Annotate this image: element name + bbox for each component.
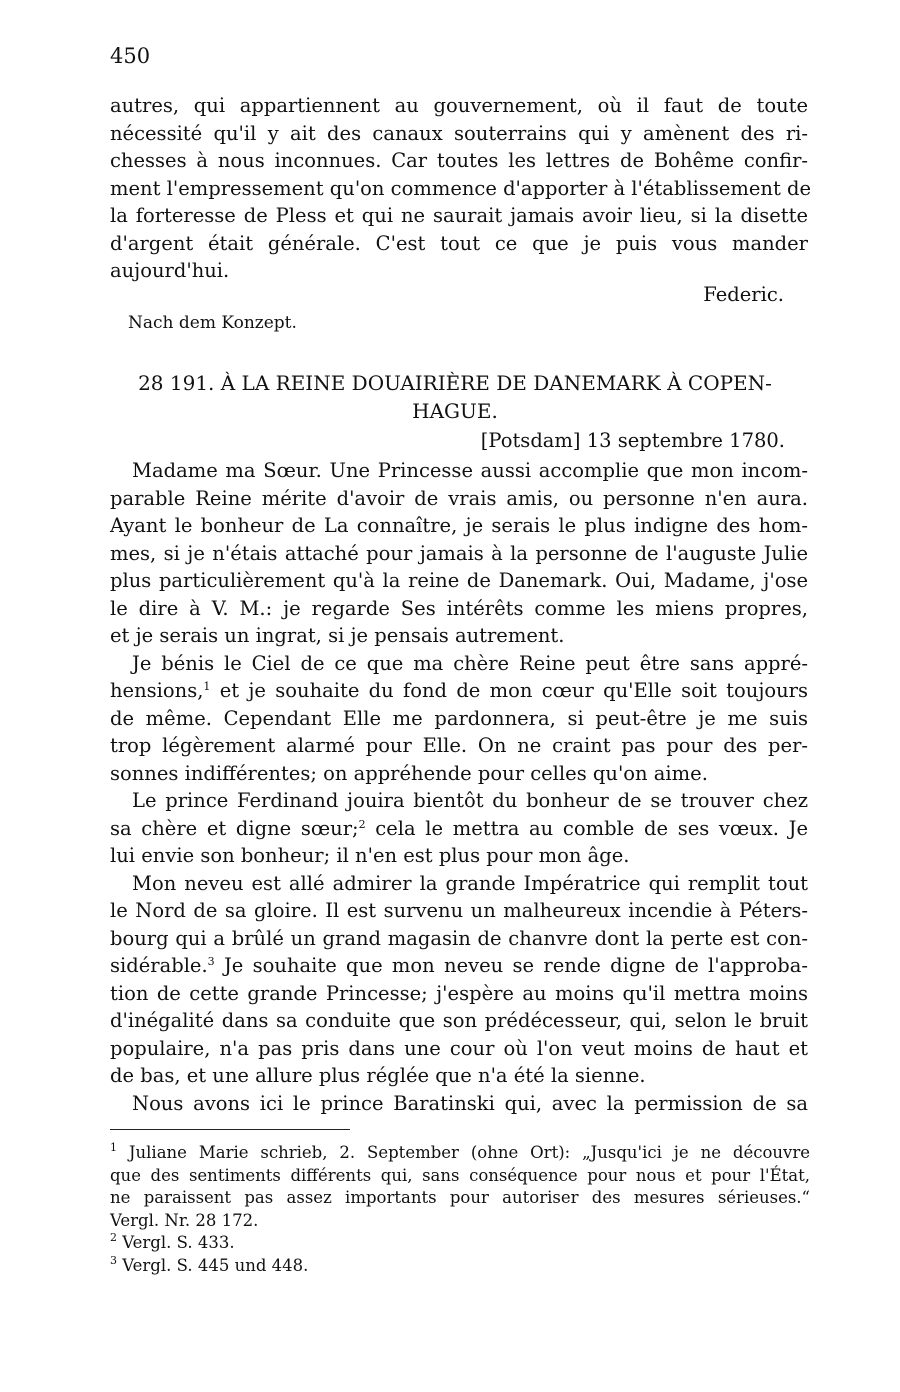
footnote-1 <box>110 1142 810 1165</box>
text-line: la forteresse de Pless et qui ne saurait jamais avoir lieu, si la disette <box>110 204 808 227</box>
text-run: sa chère et digne sœur; <box>110 816 359 840</box>
text-line: trop légèrement alarmé pour Elle. On ne craint pas pour des per- <box>110 734 808 757</box>
text-line: le dire à V. M.: je regarde Ses intérêts comme les miens propres, <box>110 596 808 620</box>
text-run: sidérable. <box>110 954 208 977</box>
text-line: aujourd'hui. <box>110 259 230 282</box>
text-line: plus particulièrement qu'à la reine de Danemark. Oui, Madame, j'ose <box>110 569 808 592</box>
dateline: [Potsdam] 13 septembre 1780. <box>480 429 785 452</box>
text-line: d'inégalité dans sa conduite que son prédécesseur, qui, selon le bruit <box>110 1009 808 1032</box>
text-line: bourg qui a brûlé un grand magasin de chanvre dont la perte est con- <box>110 926 808 950</box>
text-line: parable Reine mérite d'avoir de vrais amis, ou personne n'en aura. <box>110 486 808 510</box>
footnote-text: Vergl. S. 433. <box>117 1233 235 1252</box>
footnote-ref: 3 <box>207 955 215 968</box>
source-note: Nach dem Konzept. <box>128 313 297 333</box>
text-line: Ayant le bonheur de La connaître, je serais le plus indigne des hom- <box>110 514 808 537</box>
page-number: 450 <box>110 44 151 68</box>
footnote-ref: 2 <box>358 817 366 831</box>
heading-line-2: HAGUE. <box>412 399 498 423</box>
text-line: Madame ma Sœur. Une Princesse aussi accomplie que mon incom- <box>132 459 808 482</box>
footnote-mark: 3 <box>110 1253 117 1267</box>
footnotes <box>110 1142 810 1277</box>
footnote-mark: 2 <box>110 1231 117 1244</box>
footnote-line: que des sentiments différents qui, sans conséquence pour nous et pour l'État, <box>110 1165 810 1185</box>
text-line: sonnes indifférentes; on appréhende pour celles qu'on aime. <box>110 761 708 785</box>
text-line: le Nord de sa gloire. Il est survenu un malheureux incendie à Péters- <box>110 899 808 922</box>
text-line: ment l'empressement qu'on commence d'apporter à l'établissement de <box>110 176 812 200</box>
letter-heading <box>110 369 800 425</box>
text-line: chesses à nous inconnues. Car toutes les lettres de Bohême confir- <box>110 149 808 172</box>
continuation-paragraph <box>110 92 812 285</box>
text-line: Le prince Ferdinand jouira bientôt du bonheur de se trouver chez <box>132 789 808 812</box>
text-line: de même. Cependant Elle me pardonnera, si peut-être je me suis <box>110 706 808 730</box>
footnote-divider <box>110 1129 350 1130</box>
text-run: hensions, <box>110 679 204 702</box>
text-line: Je bénis le Ciel de ce que ma chère Reine peut être sans appré- <box>132 651 808 675</box>
text-line: mes, si je n'étais attaché pour jamais à la personne de l'auguste Julie <box>110 541 808 565</box>
text-run: et je souhaite du fond de mon cœur qu'Elle soit toujours <box>210 679 808 702</box>
text-line: autres, qui appartiennent au gouvernement, où il faut de toute <box>110 94 808 117</box>
signature: Federic. <box>703 283 784 306</box>
text-run: cela le mettra au comble de ses vœux. Je <box>365 816 808 840</box>
text-line <box>110 677 808 705</box>
footnote-mark: 1 <box>110 1141 117 1154</box>
text-line: et je serais un ingrat, si je pensais autrement. <box>110 624 565 647</box>
footnote-text: Vergl. S. 445 und 448. <box>117 1255 309 1275</box>
text-line: d'argent était générale. C'est tout ce que je puis vous mander <box>110 231 808 255</box>
text-line: Mon neveu est allé admirer la grande Impératrice qui remplit tout <box>132 871 808 895</box>
text-line: Nous avons ici le prince Baratinski qui, avec la permission de sa <box>132 1091 808 1115</box>
footnote-2 <box>110 1232 810 1255</box>
footnote-text: Juliane Marie schrieb, 2. September (ohne Ort): „Jusqu'ici je ne découvre <box>117 1143 810 1162</box>
text-run: Je souhaite que mon neveu se rende digne de l'approba- <box>214 954 808 977</box>
letter-body <box>110 457 808 1117</box>
text-line <box>110 952 808 980</box>
footnote-3 <box>110 1255 810 1278</box>
text-line: lui envie son bonheur; il n'en est plus pour mon âge. <box>110 844 630 867</box>
text-line: de bas, et une allure plus réglée que n'a été la sienne. <box>110 1064 646 1087</box>
heading-line-1: 28 191. À LA REINE DOUAIRIÈRE DE DANEMARK À COPEN- <box>138 371 772 395</box>
text-line: tion de cette grande Princesse; j'espère au moins qu'il mettra moins <box>110 981 808 1005</box>
text-line: populaire, n'a pas pris dans une cour où l'on veut moins de haut et <box>110 1036 808 1060</box>
footnote-ref: 1 <box>203 680 211 693</box>
footnote-line: Vergl. Nr. 28 172. <box>110 1210 259 1230</box>
footnote-line: ne paraissent pas assez importants pour autoriser des mesures sérieuses.“ <box>110 1188 810 1207</box>
text-line <box>110 815 808 843</box>
text-line: nécessité qu'il y ait des canaux souterrains qui y amènent des ri- <box>110 121 808 145</box>
